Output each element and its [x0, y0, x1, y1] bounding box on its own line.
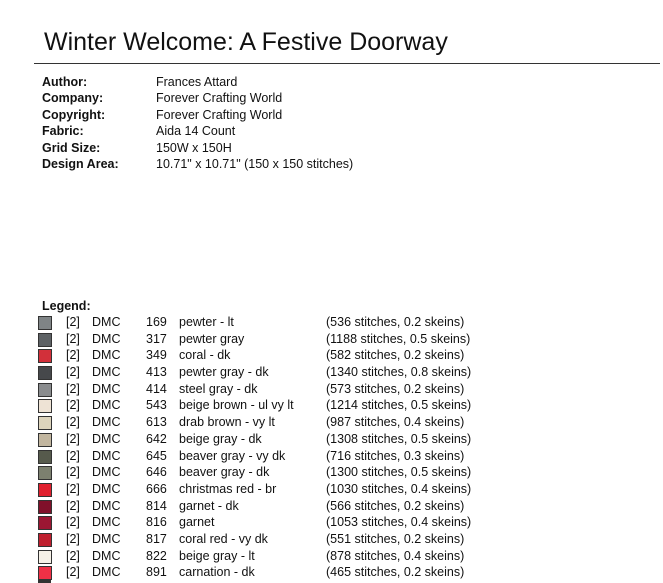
legend-list	[38, 314, 498, 581]
legend-item	[38, 364, 498, 381]
legend-item	[38, 381, 498, 398]
color-name: pewter - lt	[179, 315, 234, 329]
strand-count: [2]	[66, 331, 80, 346]
color-swatch	[38, 450, 52, 464]
stitch-count: (582 stitches, 0.2 skeins)	[326, 348, 465, 363]
thread-number: 666	[146, 481, 167, 496]
color-swatch	[38, 533, 52, 547]
thread-brand: DMC	[92, 515, 121, 530]
stitch-count: (1188 stitches, 0.5 skeins)	[326, 331, 471, 346]
info-value: Forever Crafting World	[156, 91, 283, 106]
stitch-count: (716 stitches, 0.3 skeins)	[326, 448, 465, 463]
strand-count: [2]	[66, 531, 80, 546]
thread-brand: DMC	[92, 348, 121, 363]
legend-item	[38, 481, 498, 498]
stitch-count: (465 stitches, 0.2 skeins)	[326, 565, 465, 580]
strand-count: [2]	[66, 365, 80, 380]
color-swatch	[38, 316, 52, 330]
color-swatch	[38, 383, 52, 397]
thread-number: 613	[146, 415, 167, 430]
color-swatch	[38, 349, 52, 363]
thread-brand: DMC	[92, 448, 121, 463]
info-value: 150W x 150H	[156, 140, 232, 155]
thread-number: 814	[146, 498, 167, 513]
stitch-count: (1308 stitches, 0.5 skeins)	[326, 431, 472, 446]
color-name: coral red - vy dk	[179, 531, 268, 546]
thread-brand: DMC	[92, 415, 121, 430]
stitch-count: (987 stitches, 0.4 skeins)	[326, 415, 465, 430]
strand-count: [2]	[66, 498, 80, 513]
strand-count: [2]	[66, 415, 80, 430]
thread-brand: DMC	[92, 365, 121, 380]
thread-number: 816	[146, 515, 167, 530]
color-swatch	[38, 399, 52, 413]
info-label: Company:	[42, 91, 104, 106]
strand-count: [2]	[66, 515, 80, 530]
thread-brand: DMC	[92, 531, 121, 546]
color-swatch	[38, 483, 52, 497]
stitch-count: (573 stitches, 0.2 skeins)	[326, 381, 465, 396]
color-swatch	[38, 433, 52, 447]
legend-item	[38, 564, 498, 581]
strand-count: [2]	[66, 448, 80, 463]
thread-number: 646	[146, 465, 167, 480]
info-value: 10.71" x 10.71" (150 x 150 stitches)	[156, 156, 354, 171]
page-title: Winter Welcome: A Festive Doorway	[44, 28, 448, 56]
color-name: steel gray - dk	[179, 381, 258, 396]
info-label: Fabric:	[42, 124, 84, 139]
thread-number: 413	[146, 365, 167, 380]
stitch-count: (1300 stitches, 0.5 skeins)	[326, 465, 472, 480]
color-swatch	[38, 466, 52, 480]
strand-count: [2]	[66, 548, 80, 563]
stitch-count: (878 stitches, 0.4 skeins)	[326, 548, 465, 563]
color-swatch	[38, 516, 52, 530]
thread-brand: DMC	[92, 565, 121, 580]
thread-brand: DMC	[92, 315, 121, 329]
legend-item	[38, 397, 498, 414]
color-name: garnet	[179, 515, 215, 530]
stitch-count: (536 stitches, 0.2 skeins)	[326, 315, 465, 329]
stitch-count: (566 stitches, 0.2 skeins)	[326, 498, 465, 513]
strand-count: [2]	[66, 315, 80, 329]
thread-number: 169	[146, 315, 167, 329]
legend-item	[38, 498, 498, 515]
color-name: beige gray - dk	[179, 431, 262, 446]
title-divider	[34, 63, 660, 64]
partial-swatch	[38, 579, 51, 583]
stitch-count: (551 stitches, 0.2 skeins)	[326, 531, 465, 546]
color-swatch	[38, 333, 52, 347]
legend-item	[38, 431, 498, 448]
thread-number: 891	[146, 565, 167, 580]
legend-item	[38, 448, 498, 465]
legend-item	[38, 548, 498, 565]
color-name: coral - dk	[179, 348, 231, 363]
thread-brand: DMC	[92, 331, 121, 346]
legend-item	[38, 531, 498, 548]
strand-count: [2]	[66, 465, 80, 480]
color-name: garnet - dk	[179, 498, 239, 513]
strand-count: [2]	[66, 565, 80, 580]
legend-item	[38, 414, 498, 431]
legend-item	[38, 464, 498, 481]
color-name: beaver gray - dk	[179, 465, 270, 480]
thread-number: 414	[146, 381, 167, 396]
color-name: drab brown - vy lt	[179, 415, 275, 430]
info-label: Design Area:	[42, 156, 119, 171]
stitch-count: (1340 stitches, 0.8 skeins)	[326, 365, 472, 380]
strand-count: [2]	[66, 481, 80, 496]
color-swatch	[38, 416, 52, 430]
color-name: carnation - dk	[179, 565, 255, 580]
stitch-count: (1214 stitches, 0.5 skeins)	[326, 398, 472, 413]
stitch-count: (1030 stitches, 0.4 skeins)	[326, 481, 472, 496]
thread-number: 543	[146, 398, 167, 413]
thread-brand: DMC	[92, 548, 121, 563]
thread-number: 817	[146, 531, 167, 546]
legend-item	[38, 314, 498, 331]
thread-number: 317	[146, 331, 167, 346]
stitch-count: (1053 stitches, 0.4 skeins)	[326, 515, 472, 530]
info-label: Copyright:	[42, 107, 106, 122]
color-swatch	[38, 366, 52, 380]
thread-brand: DMC	[92, 431, 121, 446]
color-name: christmas red - br	[179, 481, 277, 496]
strand-count: [2]	[66, 348, 80, 363]
color-name: beaver gray - vy dk	[179, 448, 286, 463]
info-label: Grid Size:	[42, 140, 101, 155]
thread-number: 645	[146, 448, 167, 463]
info-value: Frances Attard	[156, 75, 238, 89]
thread-brand: DMC	[92, 465, 121, 480]
thread-number: 822	[146, 548, 167, 563]
strand-count: [2]	[66, 381, 80, 396]
thread-number: 642	[146, 431, 167, 446]
legend-item	[38, 347, 498, 364]
thread-brand: DMC	[92, 398, 121, 413]
legend-item	[38, 514, 498, 531]
info-value: Aida 14 Count	[156, 124, 236, 139]
legend-item	[38, 331, 498, 348]
info-value: Forever Crafting World	[156, 107, 283, 122]
strand-count: [2]	[66, 431, 80, 446]
legend-title: Legend:	[42, 299, 91, 313]
thread-brand: DMC	[92, 481, 121, 496]
thread-brand: DMC	[92, 498, 121, 513]
color-name: pewter gray	[179, 331, 245, 346]
color-swatch	[38, 500, 52, 514]
strand-count: [2]	[66, 398, 80, 413]
color-swatch	[38, 550, 52, 564]
color-name: beige gray - lt	[179, 548, 255, 563]
color-name: beige brown - ul vy lt	[179, 398, 294, 413]
info-label: Author:	[42, 75, 88, 89]
thread-number: 349	[146, 348, 167, 363]
color-name: pewter gray - dk	[179, 365, 269, 380]
thread-brand: DMC	[92, 381, 121, 396]
